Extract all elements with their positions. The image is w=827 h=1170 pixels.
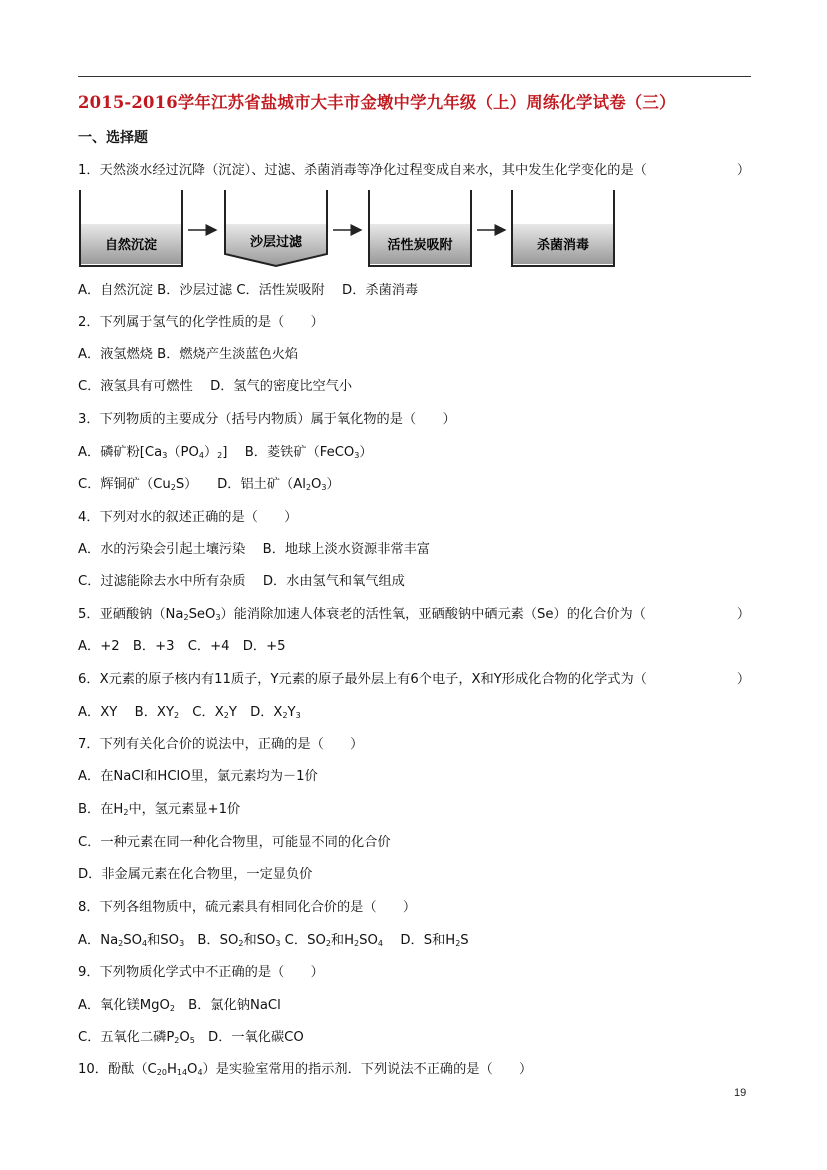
question-7-stem: 7．下列有关化合价的说法中，正确的是（ ）	[78, 737, 364, 752]
question-9-options-ab: A．氧化镁MgO$_2$ B．氯化钠NaCl	[78, 998, 281, 1013]
question-7-option-c: C．一种元素在同一种化合物里，可能显不同的化合价	[78, 835, 391, 850]
question-1-options: A．自然沉淀 B．沙层过滤 C．活性炭吸附 D．杀菌消毒	[78, 283, 419, 298]
question-7-option-d: D．非金属元素在化合物里，一定显负价	[78, 867, 313, 882]
question-2-options-cd: C．液氢具有可燃性 D．氢气的密度比空气小	[78, 379, 353, 394]
tank-label: 活性炭吸附	[387, 238, 453, 253]
tank-label: 杀菌消毒	[536, 238, 590, 253]
tank-sand-filter	[225, 190, 327, 266]
tank-activated-carbon	[369, 190, 471, 266]
tank-label: 自然沉淀	[104, 238, 158, 253]
question-7-option-a: A．在NaCl和HClO里，氯元素均为－1价	[78, 769, 318, 784]
question-9-stem: 9．下列物质化学式中不正确的是（ ）	[78, 965, 324, 980]
top-rule	[78, 76, 751, 77]
question-5-options: A．+2 B．+3 C．+4 D．+5	[78, 639, 286, 654]
question-3-stem: 3．下列物质的主要成分（括号内物质）属于氧化物的是（ ）	[78, 412, 456, 427]
question-2-options-ab: A．液氢燃烧 B．燃烧产生淡蓝色火焰	[78, 347, 299, 362]
tank-disinfection	[512, 190, 614, 266]
answer-paren: ）	[736, 163, 750, 178]
page-number: 19	[734, 1087, 747, 1099]
question-4-stem: 4．下列对水的叙述正确的是（ ）	[78, 510, 298, 525]
water-purification-diagram	[78, 186, 618, 270]
question-9-options-cd: C．五氧化二磷$P_2O_5$ D．一氧化碳CO	[78, 1030, 304, 1045]
question-6-stem: 6．X元素的原子核内有11质子，Y元素的原子最外层上有6个电子，X和Y形成化合物的化学式为（ ）	[78, 670, 750, 690]
question-1	[78, 161, 750, 181]
answer-paren: ）	[736, 672, 750, 687]
question-3-options-cd: C．辉铜矿$(Cu_2S)$ D．铝土矿$(Al_2O_3)$	[78, 477, 340, 492]
question-4-options-ab: A．水的污染会引起土壤污染 B．地球上淡水资源非常丰富	[78, 542, 430, 557]
question-10-stem: 10．酚酞$(C_{20}H_{14}O_4)$是实验室常用的指示剂．下列说法不正确的是（ ）	[78, 1062, 533, 1077]
question-6-options: A．XY B．$XY_2$ C．$X_2Y$ D．$X_2Y_3$	[78, 705, 301, 720]
answer-paren: ）	[736, 607, 750, 622]
question-8-options: A．$Na_2SO_4$和$SO_3$ B．$SO_2$和$SO_3$ C．$SO_2$和$H_2SO_4$ D．S和$H_2S$	[78, 933, 469, 948]
question-1-stem: 1．天然淡水经过沉降（沉淀）、过滤、杀菌消毒等净化过程变成自来水，其中发生化学变化的是（	[78, 163, 647, 178]
question-4-options-cd: C．过滤能除去水中所有杂质 D．水由氢气和氧气组成	[78, 574, 405, 589]
question-7-option-b: B．在$H_2$中，氢元素显+1价	[78, 802, 241, 817]
question-3-options-ab: A．磷矿粉$[Ca_3(PO_4)_2]$ B．菱铁矿（FeCO$_3$）	[78, 445, 373, 460]
tank-natural-settling	[80, 190, 182, 266]
question-5-stem: 5．亚硒酸钠$(Na_2SeO_3)$能消除加速人体衰老的活性氧，亚硒酸钠中硒元素（Se）的化合价为（ ）	[78, 605, 750, 625]
section-heading: 一、选择题	[78, 130, 148, 146]
question-2-stem: 2．下列属于氢气的化学性质的是（ ）	[78, 315, 324, 330]
tank-label: 沙层过滤	[249, 235, 303, 250]
page-title: 2015-2016学年江苏省盐城市大丰市金墩中学九年级（上）周练化学试卷（三）	[78, 93, 676, 112]
question-8-stem: 8．下列各组物质中，硫元素具有相同化合价的是（ ）	[78, 900, 417, 915]
